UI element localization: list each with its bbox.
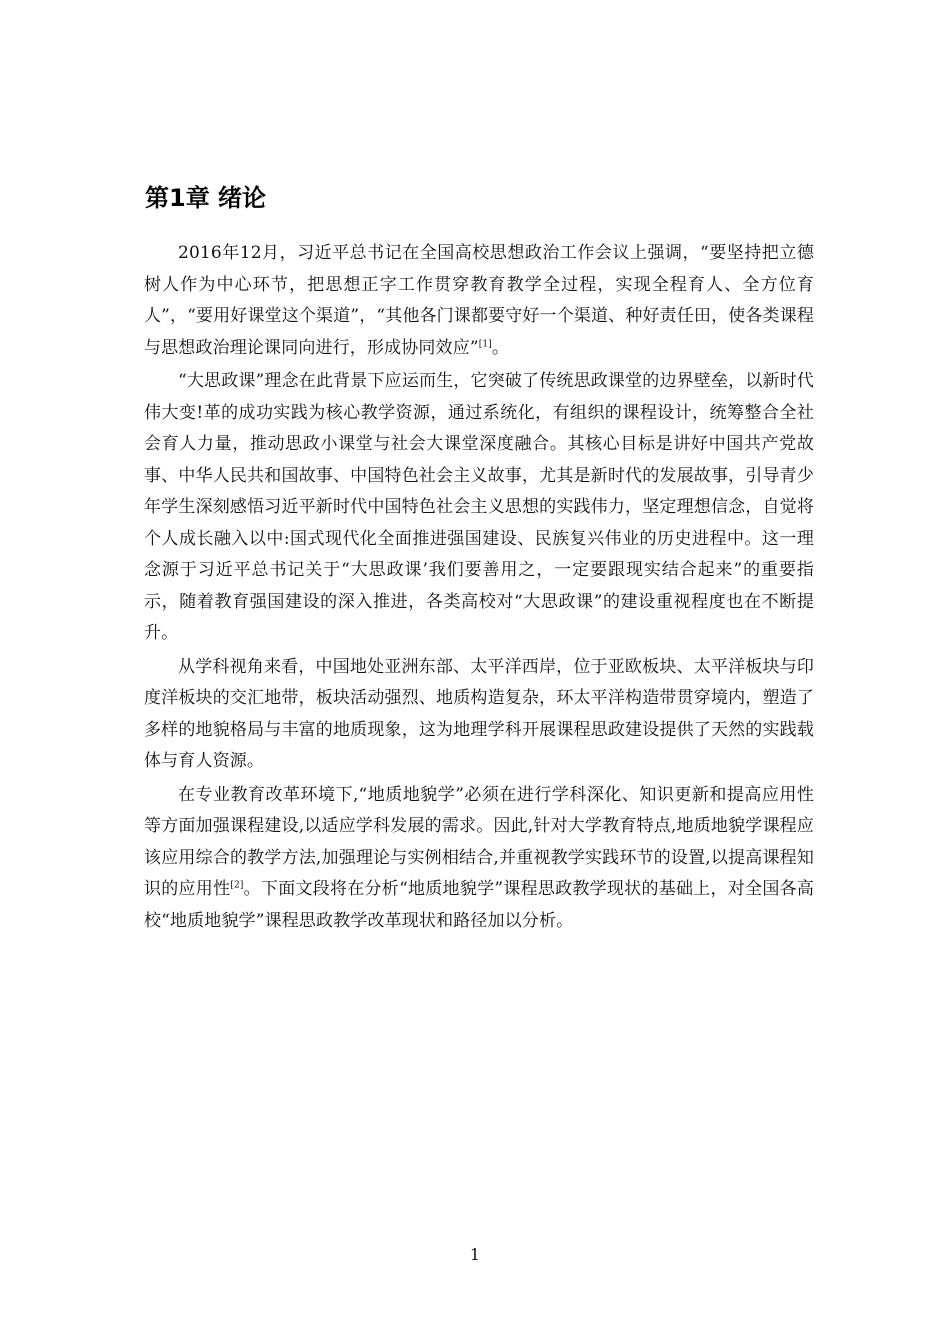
paragraph-3 <box>144 652 814 778</box>
paragraph-4-tail: 。下面文段将在分析“地质地貌学”课程思政教学现状的基础上，对全国各高校“地质地貌学”课程思政教学改革现状和路径加以分析。 <box>144 879 815 931</box>
body-text <box>144 238 814 937</box>
citation-2: [2] <box>230 880 244 891</box>
paragraph-1 <box>144 238 814 364</box>
paragraph-2 <box>144 366 814 650</box>
paragraph-1-text: 2016年12月，习近平总书记在全国高校思想政治工作会议上强调，“要坚持把立德树人作为中心环节，把思想正字工作贯穿教育教学全过程，实现全程育人、全方位育人”，“要用好课堂这个渠道”，“其他各门课都要守好一个渠道、种好责任田，使各类课程与思想政治理论课同向进行，形成协同效应” <box>144 243 814 358</box>
page-number: 1 <box>469 1245 481 1264</box>
chapter-title: 第1章 绪论 <box>145 184 267 212</box>
paragraph-3-text: 从学科视角来看，中国地处亚洲东部、太平洋西岸，位于亚欧板块、太平洋板块与印度洋板块的交汇地带，板块活动强烈、地质构造复杂，环太平洋构造带贯穿境内，塑造了多样的地貌格局与丰富的地质现象，这为地理学科开展课程思政建设提供了天然的实践载体与育人资源。 <box>144 656 814 771</box>
paragraph-2-text: “大思政课”理念在此背景下应运而生，它突破了传统思政课堂的边界壁垒，以新时代伟大变!革的成功实践为核心教学资源，通过系统化，有组织的课程设计，统筹整合全社会育人力量，推动思政小课堂与社会大课堂深度融合。其核心目标是讲好中国共产党故事、中华人民共和国故事、中国特色社会主义故事，尤其是新时代的发展故事，引导青少年学生深刻感悟习近平新时代中国特色社会主义思想的实践伟力，坚定理想信念，自觉将个人成长融入以中:国式现代化全面推进强国建设、民族复兴伟业的历史进程中。这一理念源于习近平总书记关于“大思政课’我们要善用之，一定要跟现实结合起来”的重要指示，随着教育强国建设的深入推进，各类高校对“大思政课”的建设重视程度也在不断提升。 <box>144 371 814 643</box>
paragraph-1-tail: 。 <box>491 337 510 358</box>
paragraph-4 <box>144 780 814 938</box>
paragraph-4-text: 在专业教育改革环境下,“地质地貌学”必须在进行学科深化、知识更新和提高应用性等方面加强课程建设,以适应学科发展的需求。因此,针对大学教育特点,地质地貌学课程应该应用综合的教学方法,加强理论与实例相结合,并重视教学实践环节的设置,以提高课程知识的应用性 <box>144 784 814 899</box>
citation-1: [1] <box>478 338 492 349</box>
